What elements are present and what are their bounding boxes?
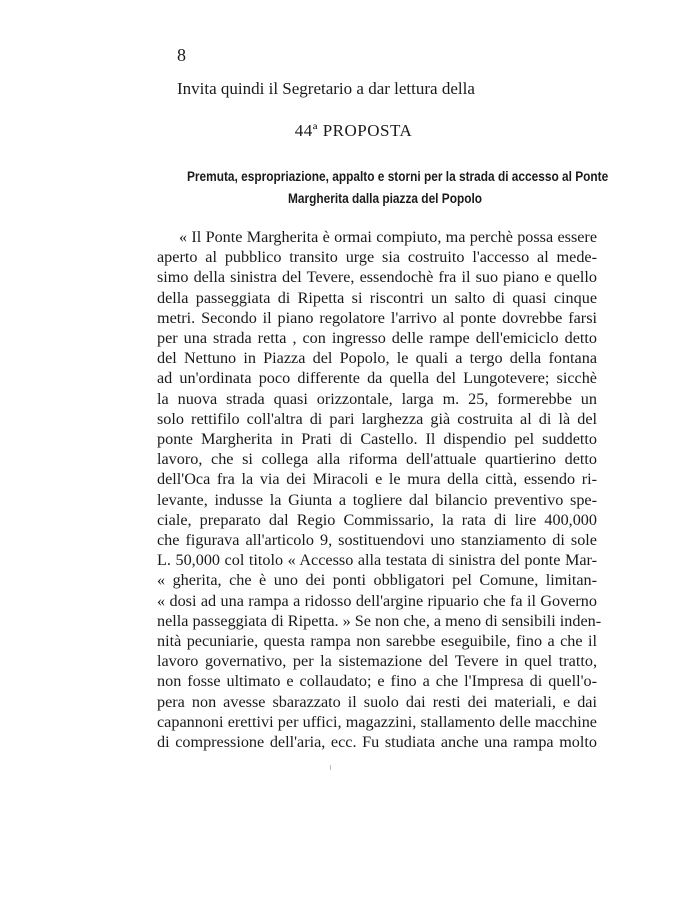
body-line: la nuova strada quasi orizzontale, larga m. 25, formerebbe un [157,389,597,408]
subject-heading [187,166,609,210]
body-line: aperto al pubblico transito urge sia costruito l'accesso al mede- [157,248,597,267]
intro-line: Invita quindi il Segretario a dar lettura della [177,79,475,98]
body-line: non fosse ultimato e collaudato; e fino a che l'Impresa di quell'o- [157,672,597,691]
paper-speck [330,765,331,770]
body-line: nità pecuniarie, questa rampa non sarebbe eseguibile, fino a che il [157,632,597,651]
body-line: lavoro, che si collega alla riforma dell'attuale quartierino detto [157,450,597,469]
page-number: 8 [177,45,186,65]
body-line: della passeggiata di Ripetta si riscontri un salto di quasi cinque [157,288,597,307]
body-line: ponte Margherita in Prati di Castello. Il dispendio pel suddetto [157,430,597,449]
body-line: « Il Ponte Margherita è ormai compiuto, ma perchè possa essere [179,228,597,246]
body-line: lavoro governativo, per la sistemazione del Tevere in quel tratto, [157,652,597,671]
body-line: metri. Secondo il piano regolatore l'arrivo al ponte dovrebbe farsi [157,308,597,327]
body-paragraph [157,227,602,752]
body-line: « gherita, che è uno dei ponti obbligatori pel Comune, limitan- [157,571,597,590]
body-line: capannoni erettivi per uffici, magazzini, stallamento delle macchine [157,712,597,731]
body-line: di compressione dell'aria, ecc. Fu studiata anche una rampa molto [157,733,597,752]
body-line: del Nettuno in Piazza del Popolo, le quali a tergo della fontana [157,349,597,368]
body-line: dell'Oca fra la via dei Miracoli e le mura della città, essendo ri- [157,470,597,489]
subject-heading-line: Premuta, espropriazione, appalto e storni per la strada di accesso al Ponte [187,169,609,184]
body-line: nella passeggiata di Ripetta. » Se non che, a meno di sensibili inden- [157,611,602,630]
body-line: solo rettifilo coll'altra di pari larghezza già costruita al di là del [157,409,597,428]
body-line: ad un'ordinata poco differente da quella del Lungotevere; sicchè [157,369,597,388]
body-line: che figurava all'articolo 9, sostituendovi uno stanziamento di sole [157,531,597,550]
body-line: ciale, preparato dal Regio Commissario, la rata di lire 400,000 [157,510,597,529]
body-line: per una strada retta , con ingresso delle rampe dell'emiciclo detto [157,329,597,348]
body-line: pera non avesse sbarazzato il suolo dai resti dei materiali, e dai [157,692,597,711]
subject-heading-line: Margherita dalla piazza del Popolo [287,191,483,206]
body-line: levante, indusse la Giunta a togliere dal bilancio preventivo spe- [157,490,597,509]
body-line: simo della sinistra del Tevere, essendochè fra il suo piano e quello [157,268,597,287]
body-line: « dosi ad una rampa a ridosso dell'argine ripuario che fa il Governo [157,591,597,610]
body-line: L. 50,000 col titolo « Accesso alla testata di sinistra del ponte Mar- [157,551,597,570]
proposal-heading: 44ª PROPOSTA [294,121,413,140]
